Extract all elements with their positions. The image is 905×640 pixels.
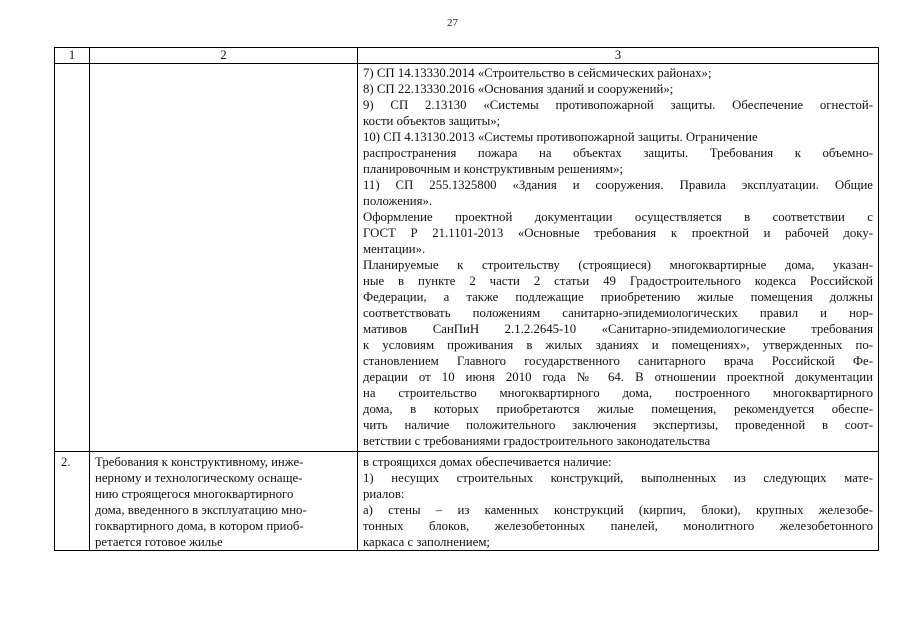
column-header-2: 2: [90, 48, 358, 64]
text-line: кости объектов защиты»;: [363, 114, 501, 128]
content-cell: [358, 64, 879, 452]
text-line: чить наличие положительного заключения экспертизы, проведенной в соот-: [363, 418, 873, 432]
table-row: [55, 452, 879, 551]
page-number: 27: [447, 17, 458, 29]
text-line: нерному и технологическому оснаще-: [95, 471, 303, 485]
requirement-cell: [90, 452, 358, 551]
text-line: 10) СП 4.13130.2013 «Системы противопожарной защиты. Ограничение: [363, 130, 758, 144]
text-line: каркаса с заполнением;: [363, 535, 490, 549]
text-line: 1) несущих строительных конструкций, выполненных из следующих мате-: [363, 471, 873, 485]
text-line: нию строящегося многоквартирного: [95, 487, 294, 501]
text-line: мативов СанПиН 2.1.2.2645-10 «Санитарно-эпидемиологические требования: [363, 322, 873, 336]
text-line: Федерации, а также подлежащие приобретению жилые помещения должны: [363, 290, 873, 304]
text-line: ментации».: [363, 242, 426, 256]
text-line: к условиям проживания в жилых зданиях и помещениях», утвержденных по-: [363, 338, 873, 352]
row-number-cell: [55, 64, 90, 452]
text-line: становлением Главного государственного санитарного врача Российской Фе-: [363, 354, 873, 368]
text-line: дома, в которых приобретаются жилые помещения, рекомендуется обеспе-: [363, 402, 873, 416]
text-line: риалов:: [363, 487, 405, 501]
requirement-cell: [90, 64, 358, 452]
column-header-3: 3: [358, 48, 879, 64]
content-cell: [358, 452, 879, 551]
text-line: ветствии с требованиями градостроительного законодательства: [363, 434, 711, 448]
text-line: 11) СП 255.1325800 «Здания и сооружения. Правила эксплуатации. Общие: [363, 178, 873, 192]
text-line: распространения пожара на объектах защиты. Требования к объемно-: [363, 146, 873, 160]
requirements-table: [54, 47, 879, 551]
text-line: 7) СП 14.13330.2014 «Строительство в сейсмических районах»;: [363, 66, 712, 80]
text-line: 8) СП 22.13330.2016 «Основания зданий и сооружений»;: [363, 82, 674, 96]
text-line: планировочным и конструктивным решениям»;: [363, 162, 624, 176]
text-line: дерации от 10 июня 2010 года № 64. В отношении проектной документации: [363, 370, 873, 384]
text-line: Требования к конструктивному, инже-: [95, 455, 304, 469]
text-line: гоквартирного дома, в котором приоб-: [95, 519, 304, 533]
text-line: на строительство многоквартирного дома, построенного многоквартирного: [363, 386, 873, 400]
text-line: соответствовать положениям санитарно-эпидемиологических правил и нор-: [363, 306, 873, 320]
text-line: ретается готовое жилье: [95, 535, 223, 549]
text-line: Оформление проектной документации осуществляется в соответствии с: [363, 210, 873, 224]
row-number-cell: 2.: [55, 452, 90, 551]
text-line: а) стены – из каменных конструкций (кирпич, блоки), крупных железобе-: [363, 503, 873, 517]
text-line: ГОСТ Р 21.1101-2013 «Основные требования к проектной и рабочей доку-: [363, 226, 873, 240]
table-header-row: [55, 48, 879, 64]
text-line: 9) СП 2.13130 «Системы противопожарной защиты. Обеспечение огнестой-: [363, 98, 873, 112]
column-header-1: 1: [55, 48, 90, 64]
text-line: положения».: [363, 194, 433, 208]
text-line: тонных блоков, железобетонных панелей, монолитного железобетонного: [363, 519, 873, 533]
text-line: в строящихся домах обеспечивается наличие:: [363, 455, 612, 469]
text-line: ные в пункте 2 части 2 статьи 49 Градостроительного кодекса Российской: [363, 274, 873, 288]
text-line: дома, введенного в эксплуатацию мно-: [95, 503, 307, 517]
text-line: Планируемые к строительству (строящиеся) многоквартирные дома, указан-: [363, 258, 873, 272]
table-row: [55, 64, 879, 452]
